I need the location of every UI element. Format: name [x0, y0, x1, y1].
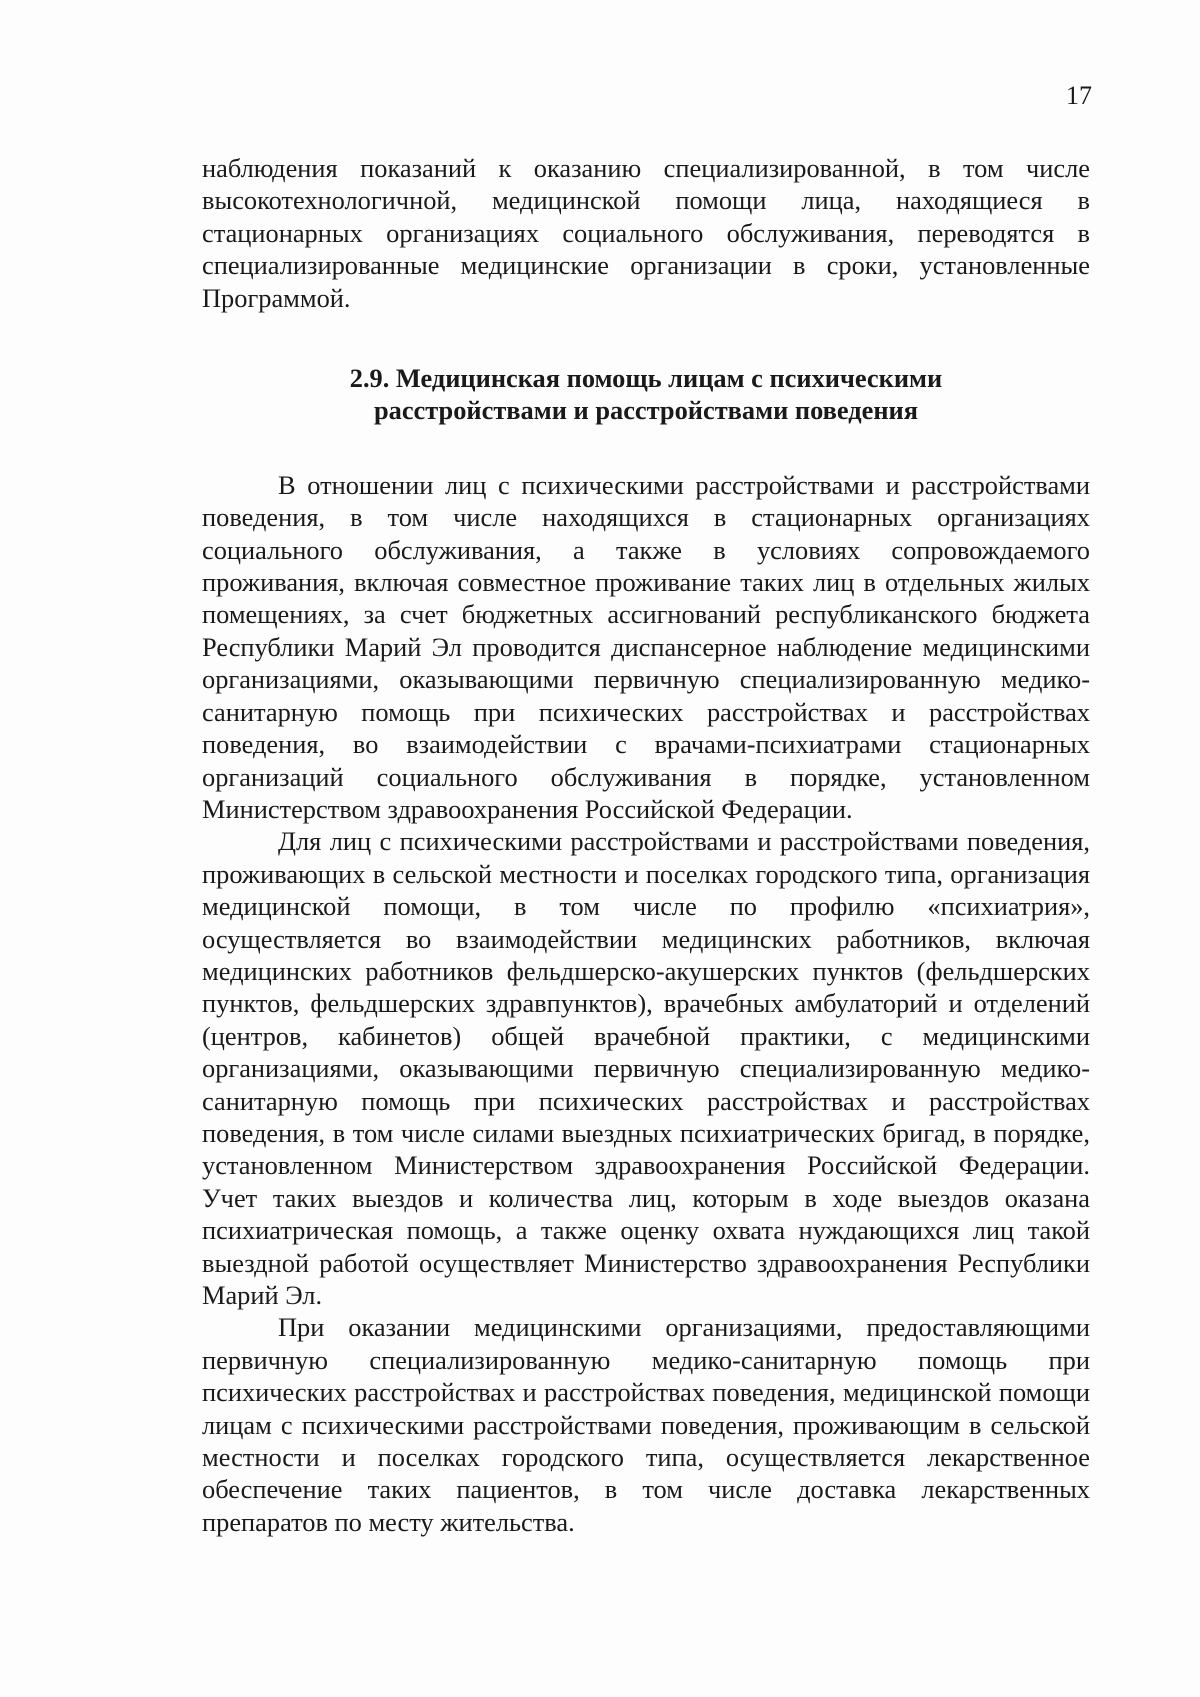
page-number: 17 [1066, 81, 1092, 110]
document-body [202, 152, 1090, 1538]
section-heading-line-1: 2.9. Медицинская помощь лицам с психическими [349, 363, 943, 394]
section-heading [202, 362, 1090, 427]
section-heading-line-2: расстройствами и расстройствами поведения [373, 395, 919, 426]
body-paragraph: В отношении лиц с психическими расстройствами и расстройствами поведения, в том числе находящихся в стационарных организациях социального обслуживания, а также в условиях сопровождаемого проживания, включая совместное проживание таких лиц в отдельных жилых помещениях, за счет бюджетных ассигнований республиканского бюджета Республики Марий Эл проводится диспансерное наблюдение медицинскими организациями, оказывающими первичную специализированную медико-санитарную помощь при психических расстройствах и расстройствах поведения, во взаимодействии с врачами-психиатрами стационарных организаций социального обслуживания в порядке, установленном Министерством здравоохранения Российской Федерации. [202, 469, 1090, 824]
body-paragraph: Для лиц с психическими расстройствами и расстройствами поведения, проживающих в сельской местности и поселках городского типа, организация медицинской помощи, в том числе по профилю «психиатрия», осуществляется во взаимодействии медицинских работников, включая медицинских работников фельдшерско-акушерских пунктов (фельдшерских пунктов, фельдшерских здравпунктов), врачебных амбулаторий и отделений (центров, кабинетов) общей врачебной практики, с медицинскими организациями, оказывающими первичную специализированную медико-санитарную помощь при психических расстройствах и расстройствах поведения, в том числе силами выездных психиатрических бригад, в порядке, установленном Министерством здравоохранения Российской Федерации. Учет таких выездов и количества лиц, которым в ходе выездов оказана психиатрическая помощь, а также оценку охвата нуждающихся лиц такой выездной работой осуществляет Министерство здравоохранения Республики Марий Эл. [202, 826, 1090, 1310]
continued-paragraph: наблюдения показаний к оказанию специализированной, в том числе высокотехнологичной, медицинской помощи лица, находящиеся в стационарных организациях социального обслуживания, переводятся в специализированные медицинские организации в сроки, установленные Программой. [202, 153, 1090, 313]
body-paragraph: При оказании медицинскими организациями, предоставляющими первичную специализированную медико-санитарную помощь при психических расстройствах и расстройствах поведения, медицинской помощи лицам с психическими расстройствами поведения, проживающим в сельской местности и поселках городского типа, осуществляется лекарственное обеспечение таких пациентов, в том числе доставка лекарственных препаратов по месту жительства. [202, 1312, 1090, 1537]
